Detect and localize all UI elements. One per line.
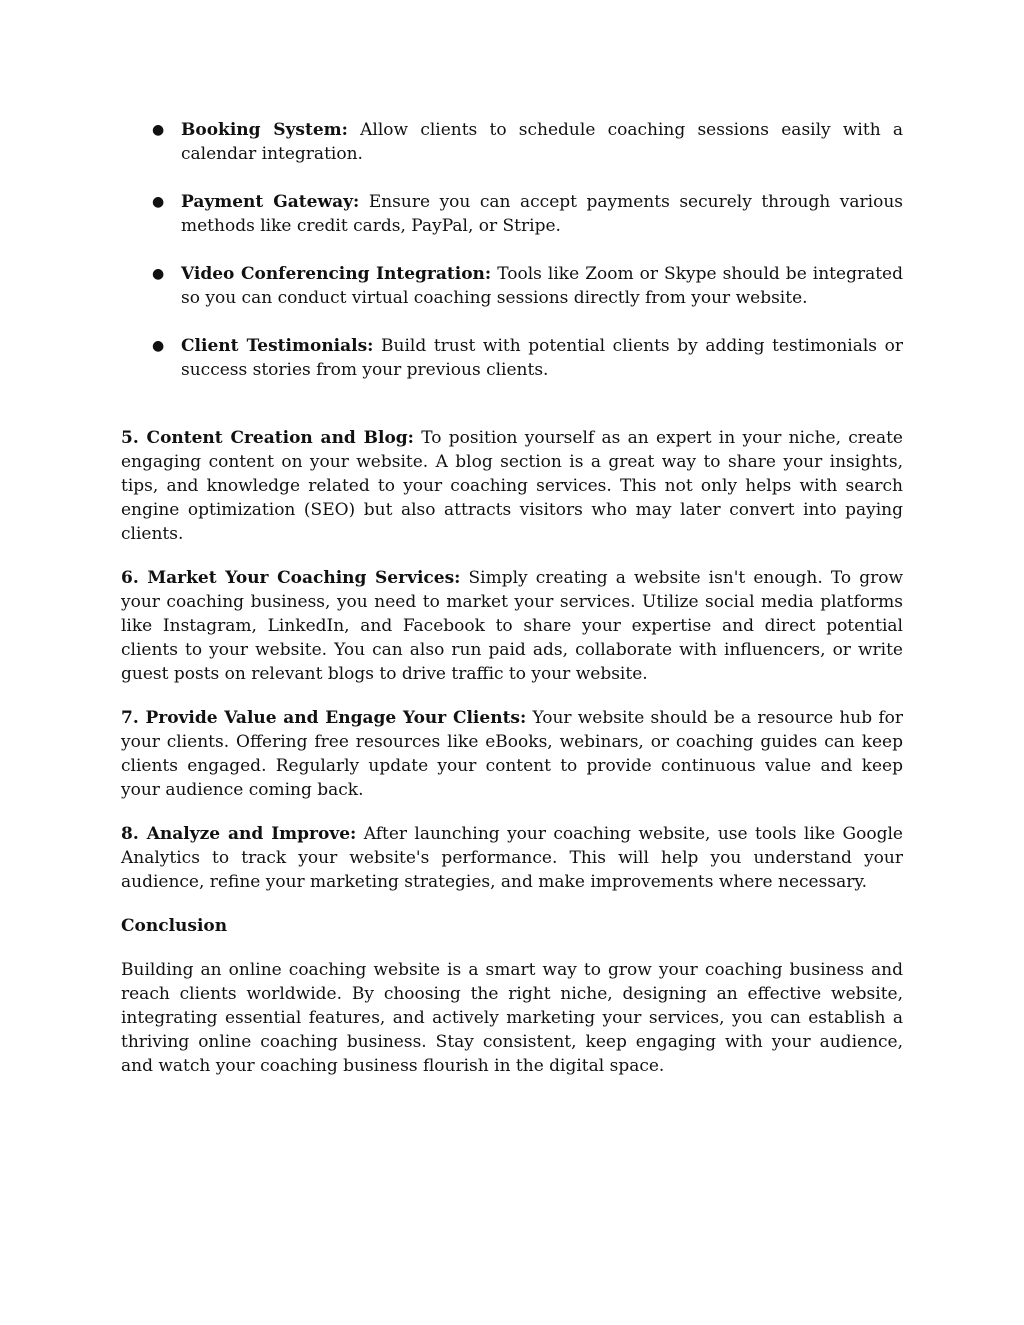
conclusion-body: Building an online coaching website is a smart way to grow your coaching business and reach clients worldwide. By choosing the right niche, designing an effective website, integrating essential features, and actively marketing your services, you can establish a thriving online coaching business. Stay consistent, keep engaging with your audience, and watch your coaching business flourish in the digital space. <box>121 960 903 1076</box>
section-body: Your website should be a resource hub for your clients. Offering free resources like eBooks, webinars, or coaching guides can keep clients engaged. Regularly update your content to provide continuous value and keep your audience coming back. <box>121 708 903 800</box>
conclusion-heading <box>121 914 903 938</box>
bullet-icon: ● <box>152 122 165 138</box>
bullet-title: Booking System: <box>181 120 348 140</box>
conclusion-title: Conclusion <box>121 916 228 936</box>
bullet-title: Payment Gateway: <box>181 192 360 212</box>
bullet-text: Allow clients to schedule coaching sessions easily with a calendar integration. <box>181 120 903 164</box>
section-title: 6. Market Your Coaching Services: <box>121 568 461 588</box>
bullet-text: Ensure you can accept payments securely through various methods like credit cards, PayPal, or Stripe. <box>181 192 903 236</box>
feature-bullet-list <box>121 118 903 382</box>
bullet-item-payment-gateway <box>121 190 903 238</box>
bullet-item-video-conferencing <box>121 262 903 310</box>
bullet-icon: ● <box>152 266 165 282</box>
bullet-item-booking-system <box>121 118 903 166</box>
document-page <box>121 118 903 1078</box>
section-title: 8. Analyze and Improve: <box>121 824 357 844</box>
section-market-services <box>121 566 903 686</box>
section-provide-value <box>121 706 903 802</box>
section-analyze-improve <box>121 822 903 894</box>
section-body: Simply creating a website isn't enough. To grow your coaching business, you need to market your services. Utilize social media platforms like Instagram, LinkedIn, and Facebook to share your expertise and direct potential clients to your website. You can also run paid ads, collaborate with influencers, or write guest posts on relevant blogs to drive traffic to your website. <box>121 568 903 684</box>
section-title: 5. Content Creation and Blog: <box>121 428 414 448</box>
bullet-title: Video Conferencing Integration: <box>181 264 492 284</box>
bullet-icon: ● <box>152 338 165 354</box>
bullet-item-client-testimonials <box>121 334 903 382</box>
section-body: After launching your coaching website, use tools like Google Analytics to track your website's performance. This will help you understand your audience, refine your marketing strategies, and make improvements where necessary. <box>121 824 903 892</box>
bullet-text: Build trust with potential clients by adding testimonials or success stories from your previous clients. <box>181 336 903 380</box>
section-content-creation <box>121 426 903 546</box>
section-body: To position yourself as an expert in your niche, create engaging content on your website. A blog section is a great way to share your insights, tips, and knowledge related to your coaching services. This not only helps with search engine optimization (SEO) but also attracts visitors who may later convert into paying clients. <box>121 428 903 544</box>
section-title: 7. Provide Value and Engage Your Clients: <box>121 708 527 728</box>
bullet-title: Client Testimonials: <box>181 336 374 356</box>
bullet-text: Tools like Zoom or Skype should be integrated so you can conduct virtual coaching sessions directly from your website. <box>181 264 903 308</box>
bullet-icon: ● <box>152 194 165 210</box>
